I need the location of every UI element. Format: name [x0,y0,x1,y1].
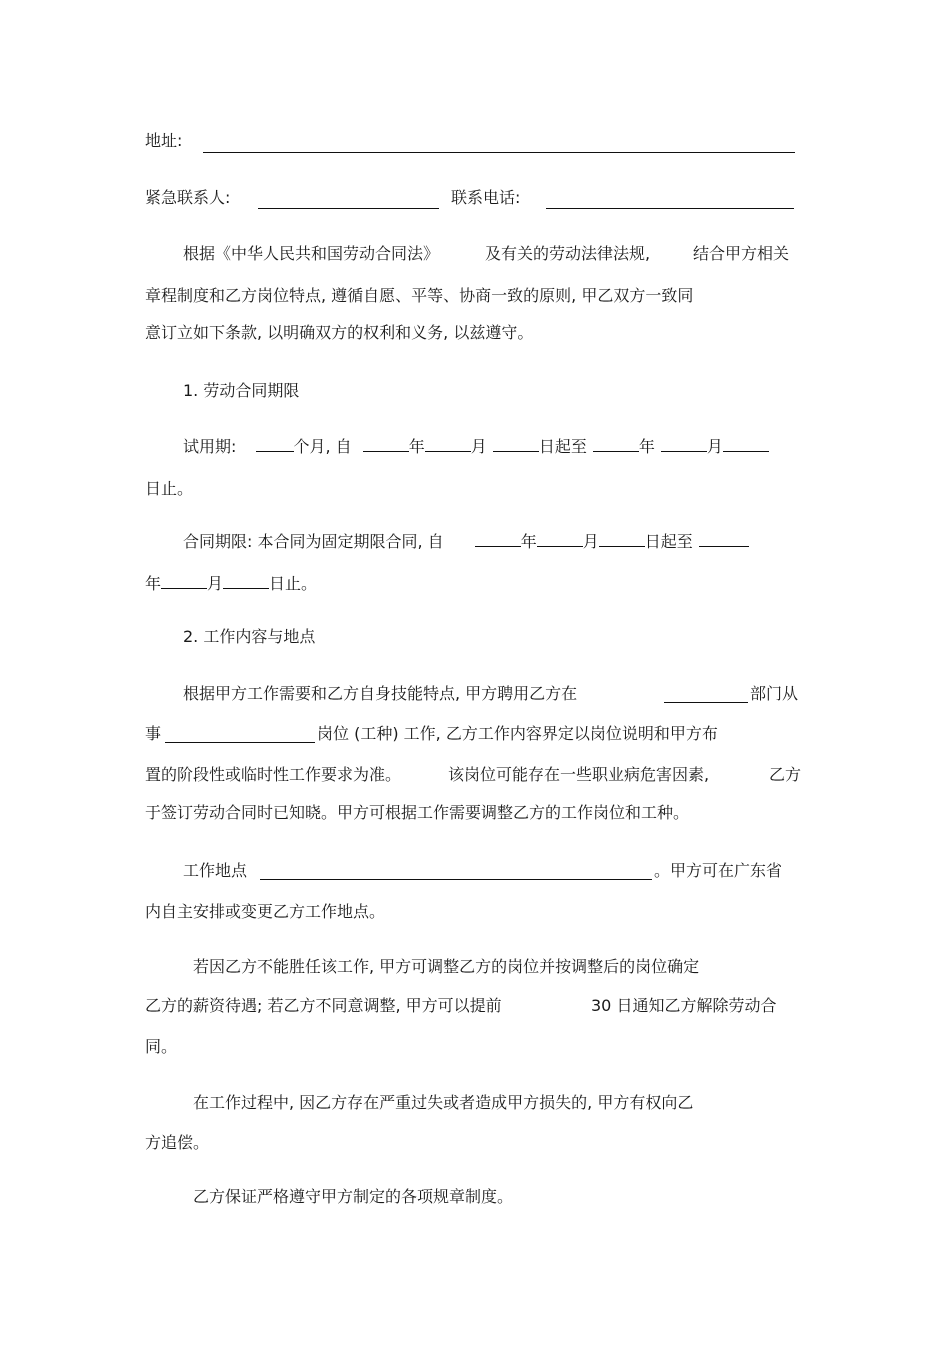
term-day-from: 日起至 [644,532,693,551]
job-para-line-2b: 岗位 (工种) 工作, 乙方工作内容界定以岗位说明和甲方布 [317,724,718,743]
address-field[interactable] [203,152,795,153]
job-para-line-1b: 部门从 [750,684,799,703]
probation-line [183,435,769,458]
probation-end-year-unit: 年 [638,437,655,456]
term-end-year-unit: 年 [145,574,162,593]
adjust-para-line-2a: 乙方的薪资待遇; 若乙方不同意调整, 甲方可以提前 [145,996,502,1015]
emergency-phone-field[interactable] [546,208,794,209]
department-field[interactable] [664,702,748,703]
work-location-text: 。甲方可在广东省 [654,861,783,880]
probation-day-from: 日起至 [538,437,587,456]
liability-para-line-1: 在工作过程中, 因乙方存在严重过失或者造成甲方损失的, 甲方有权向乙 [193,1093,694,1112]
job-para-line-2a: 事 [145,724,162,743]
adjust-para-line-3: 同。 [145,1037,178,1056]
term-year-unit: 年 [520,532,537,551]
work-location-label: 工作地点 [183,861,248,880]
probation-label: 试用期: [183,437,237,456]
work-location-field[interactable] [260,879,652,880]
contract-term-label: 合同期限: 本合同为固定期限合同, 自 [183,532,444,551]
position-field[interactable] [165,742,315,743]
term-start-year-field[interactable] [475,530,521,547]
liability-para-line-2: 方追偿。 [145,1133,210,1152]
contract-term-line [183,530,749,553]
probation-end-year-field[interactable] [593,435,639,452]
intro-line-1c: 结合甲方相关 [693,244,790,263]
term-start-month-field[interactable] [537,530,583,547]
intro-line-3: 意订立如下条款, 以明确双方的权利和义务, 以兹遵守。 [145,323,534,342]
work-location-line-2: 内自主安排或变更乙方工作地点。 [145,902,386,921]
job-para-line-3a: 置的阶段性或临时性工作要求为准。 [145,765,402,784]
probation-end-day-field[interactable] [723,435,769,452]
job-para-line-1a: 根据甲方工作需要和乙方自身技能特点, 甲方聘用乙方在 [183,684,578,703]
emergency-phone-label: 联系电话: [451,188,521,207]
emergency-contact-label: 紧急联系人: [145,188,231,207]
intro-line-1a: 根据《中华人民共和国劳动合同法》 [183,244,440,263]
term-end-year-field[interactable] [699,530,749,547]
term-end-text: 日止。 [269,574,318,593]
term-start-day-field[interactable] [599,530,645,547]
section-2-heading: 2. 工作内容与地点 [183,627,316,646]
address-label: 地址: [145,131,183,150]
probation-start-day-field[interactable] [493,435,539,452]
probation-months-unit: 个月, 自 [293,437,352,456]
job-para-line-4: 于签订劳动合同时已知晓。甲方可根据工作需要调整乙方的工作岗位和工种。 [145,803,690,822]
adjust-para-line-1: 若因乙方不能胜任该工作, 甲方可调整乙方的岗位并按调整后的岗位确定 [193,957,700,976]
probation-end-text: 日止。 [145,479,194,498]
term-end-month-field[interactable] [161,572,207,589]
intro-line-1b: 及有关的劳动法律法规, [485,244,651,263]
adjust-para-line-2b: 30 日通知乙方解除劳动合 [591,996,777,1015]
contract-term-line-2 [145,572,317,595]
probation-month-unit: 月 [470,437,487,456]
probation-year-unit: 年 [408,437,425,456]
probation-start-month-field[interactable] [425,435,471,452]
probation-end-month-field[interactable] [661,435,707,452]
rules-para: 乙方保证严格遵守甲方制定的各项规章制度。 [193,1187,514,1206]
probation-months-field[interactable] [256,435,294,452]
term-end-month-unit: 月 [207,574,224,593]
job-para-line-3b: 该岗位可能存在一些职业病危害因素, [448,765,710,784]
intro-line-2: 章程制度和乙方岗位特点, 遵循自愿、平等、协商一致的原则, 甲乙双方一致同 [145,286,694,305]
probation-end-month-unit: 月 [706,437,723,456]
job-para-line-3c: 乙方 [769,765,802,784]
probation-start-year-field[interactable] [363,435,409,452]
emergency-contact-field[interactable] [258,208,439,209]
section-1-heading: 1. 劳动合同期限 [183,381,300,400]
term-month-unit: 月 [582,532,599,551]
term-end-day-field[interactable] [223,572,269,589]
